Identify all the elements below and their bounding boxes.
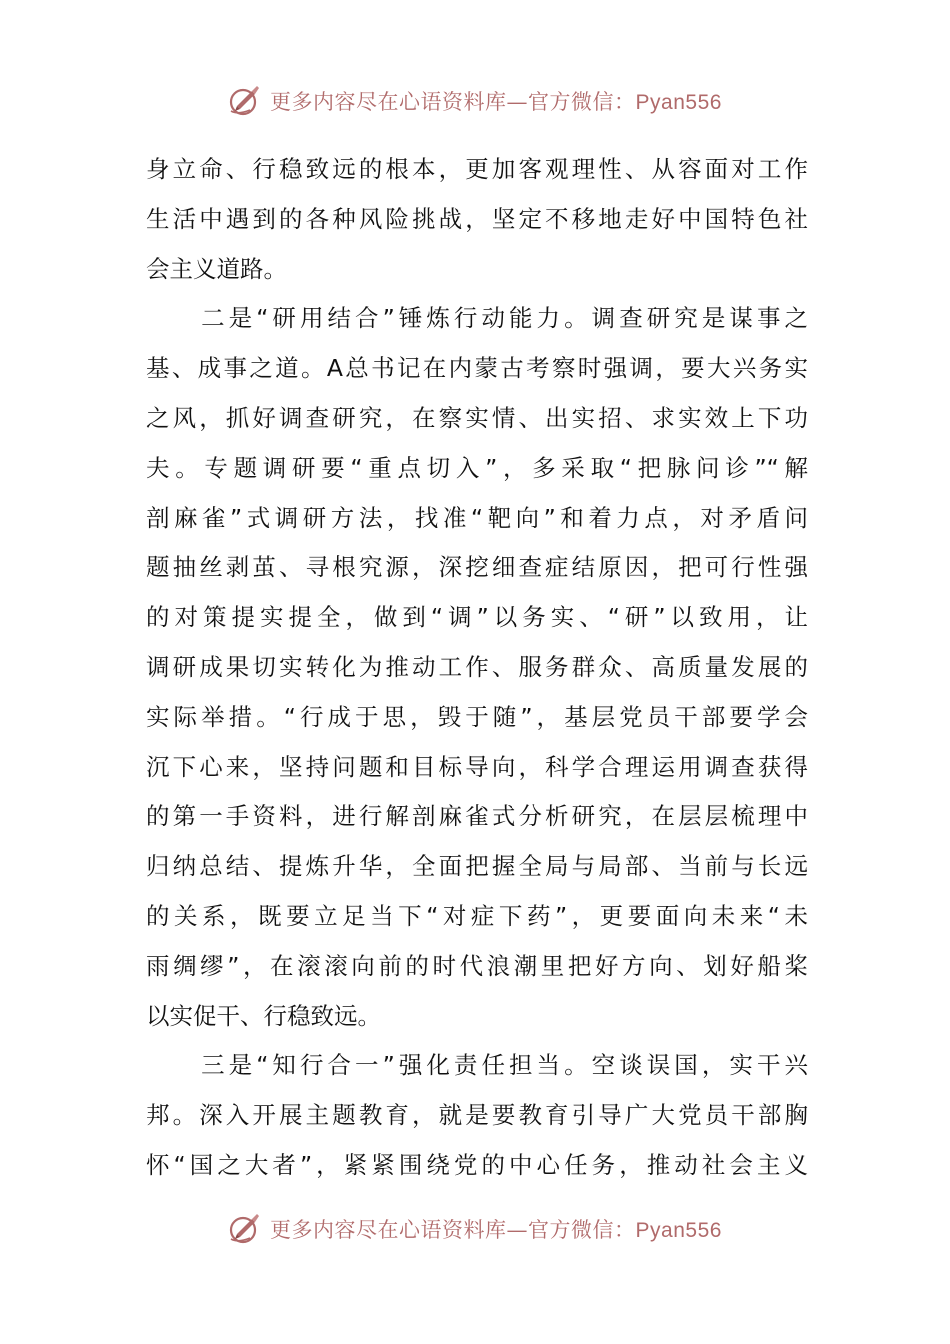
footer-banner: [0, 1212, 950, 1246]
pen-circle-logo-icon: [228, 84, 262, 118]
text-line: 剖麻雀”式调研方法，找准“靶向”和着力点，对矛盾问: [146, 503, 808, 532]
text-line: 邦。深入开展主题教育，就是要教育引导广大党员干部胸: [146, 1101, 808, 1130]
text-line: 题抽丝剥茧、寻根究源，深挖细查症结原因，把可行性强: [146, 553, 808, 582]
text-line: 以实促干、行稳致远。: [146, 1001, 381, 1030]
text-line: 二是“研用结合”锤炼行动能力。调查研究是谋事之: [146, 304, 808, 333]
banner-text: 更多内容尽在心语资料库—官方微信：Pyan556: [270, 1218, 722, 1242]
header-banner: [0, 84, 950, 118]
pen-circle-logo-icon: [228, 1212, 262, 1246]
text-line: 的关系，既要立足当下“对症下药”，更要面向未来“未: [146, 901, 808, 930]
text-line: 之风，抓好调查研究，在察实情、出实招、求实效上下功: [146, 403, 808, 432]
text-line: 夫。专题调研要“重点切入”，多采取“把脉问诊”“解: [146, 453, 808, 482]
text-line: 沉下心来，坚持问题和目标导向，科学合理运用调查获得: [146, 752, 808, 781]
text-line: 实际举措。“行成于思，毁于随”，基层党员干部要学会: [146, 702, 808, 731]
text-line: 身立命、行稳致远的根本，更加客观理性、从容面对工作: [146, 155, 808, 183]
text-line: 归纳总结、提炼升华，全面把握全局与局部、当前与长远: [146, 852, 808, 881]
text-line: 基、成事之道。A总书记在内蒙古考察时强调，要大兴务实: [146, 354, 808, 383]
text-line: 会主义道路。: [146, 254, 287, 283]
text-line: 调研成果切实转化为推动工作、服务群众、高质量发展的: [146, 652, 808, 681]
text-line: 的对策提实提全，做到“调”以务实、“研”以致用，让: [146, 603, 808, 632]
text-line: 怀“国之大者”，紧紧围绕党的中心任务，推动社会主义: [146, 1150, 808, 1179]
body-text: [146, 145, 808, 1191]
text-line: 的第一手资料，进行解剖麻雀式分析研究，在层层梳理中: [146, 802, 808, 831]
text-line: 三是“知行合一”强化责任担当。空谈误国，实干兴: [146, 1051, 808, 1080]
banner-text: 更多内容尽在心语资料库—官方微信：Pyan556: [270, 90, 722, 114]
text-line: 生活中遇到的各种风险挑战，坚定不移地走好中国特色社: [146, 204, 808, 233]
text-line: 雨绸缪”，在滚滚向前的时代浪潮里把好方向、划好船桨: [146, 951, 808, 980]
